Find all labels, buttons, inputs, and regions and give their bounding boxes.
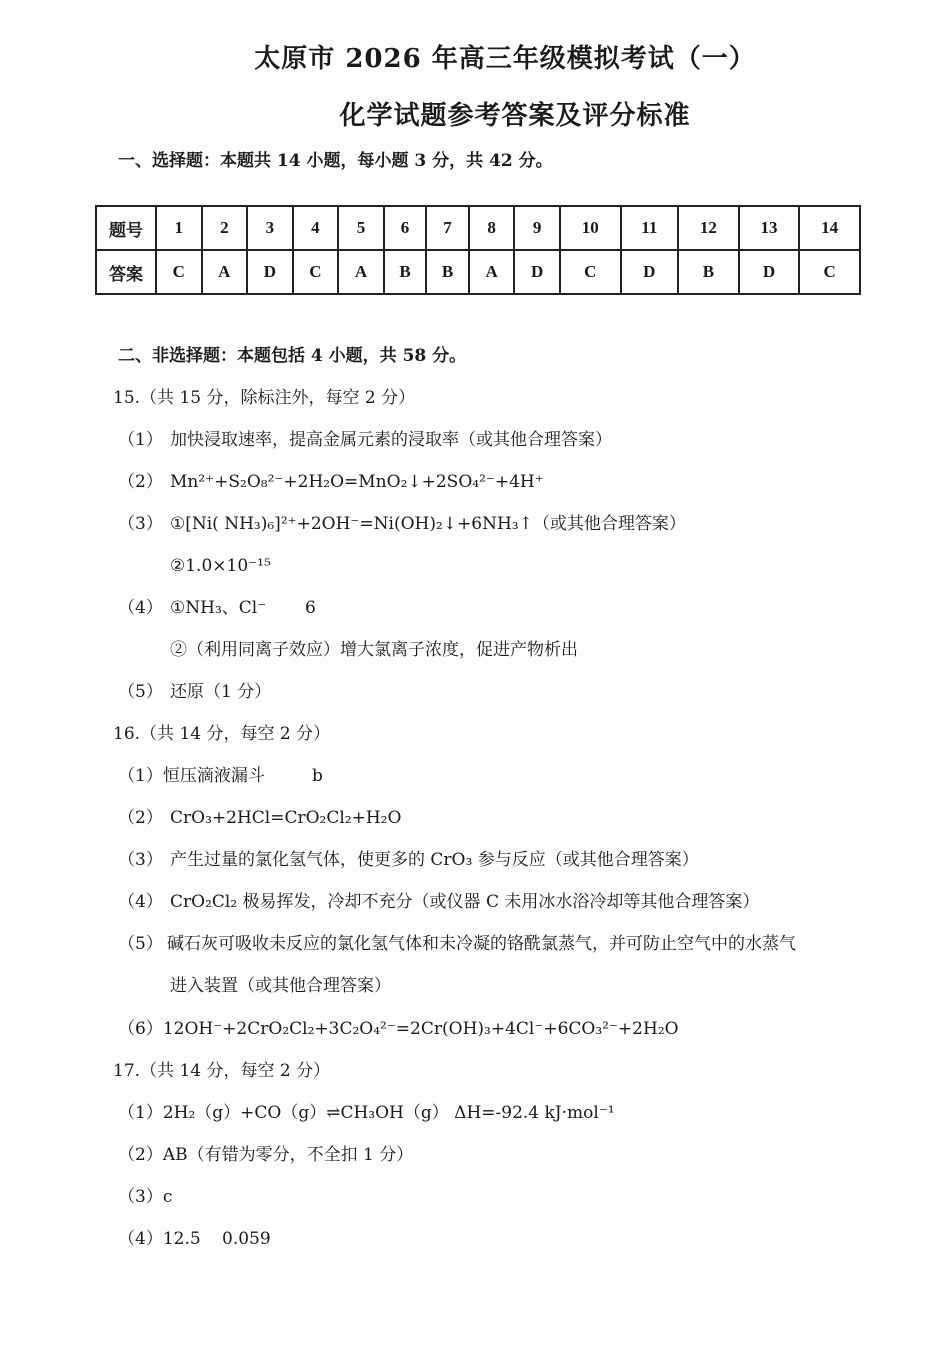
question-number: 2 bbox=[202, 206, 248, 250]
question-number: 12 bbox=[678, 206, 739, 250]
q16-a2-label: （2） bbox=[118, 808, 163, 828]
q15-a4-part1: ①NH₃、Cl⁻ bbox=[170, 598, 267, 618]
section2-heading: 二、非选择题：本题包括 4 小题，共 58 分。 bbox=[118, 346, 467, 366]
answer-cell: D bbox=[514, 250, 560, 294]
answer-table bbox=[95, 205, 861, 295]
answer-cell: B bbox=[678, 250, 739, 294]
question-number: 11 bbox=[621, 206, 679, 250]
q15-a2-equation: Mn²⁺+S₂O₈²⁻+2H₂O=MnO₂↓+2SO₄²⁻+4H⁺ bbox=[170, 472, 544, 492]
q15-a4-label: （4） bbox=[118, 598, 163, 618]
q15-a3-part2: ②1.0×10⁻¹⁵ bbox=[170, 556, 271, 576]
q16-a5-line2: 进入装置（或其他合理答案） bbox=[170, 976, 391, 996]
q15-a4-part1-number: 6 bbox=[305, 598, 316, 618]
table-row-numbers bbox=[96, 206, 860, 250]
q16-a1: （1）恒压滴液漏斗 bbox=[118, 766, 265, 786]
q15-a5: 还原（1 分） bbox=[170, 682, 272, 702]
question-number: 7 bbox=[426, 206, 469, 250]
exam-title: 太原市 2026 年高三年级模拟考试（一） bbox=[254, 44, 756, 74]
question-number: 10 bbox=[560, 206, 621, 250]
answer-cell: D bbox=[247, 250, 293, 294]
question-number: 14 bbox=[799, 206, 860, 250]
q17-a1-equation: （1）2H₂（g）+CO（g）⇌CH₃OH（g） ΔH=-92.4 kJ·mol⁻¹ bbox=[118, 1103, 615, 1123]
answer-key-title: 化学试题参考答案及评分标准 bbox=[339, 101, 691, 131]
question-number: 6 bbox=[384, 206, 427, 250]
answer-cell: B bbox=[426, 250, 469, 294]
q17-a3: （3）c bbox=[118, 1187, 173, 1207]
question-number: 3 bbox=[247, 206, 293, 250]
q15-a5-label: （5） bbox=[118, 682, 163, 702]
answer-cell: B bbox=[384, 250, 427, 294]
question-number: 5 bbox=[338, 206, 384, 250]
answer-cell: A bbox=[202, 250, 248, 294]
question-number: 8 bbox=[469, 206, 515, 250]
q16-a5-line1: 碱石灰可吸收未反应的氯化氢气体和未冷凝的铬酰氯蒸气，并可防止空气中的水蒸气 bbox=[167, 934, 796, 954]
answer-cell: D bbox=[621, 250, 679, 294]
q16-header: 16.（共 14 分，每空 2 分） bbox=[113, 724, 331, 744]
q15-a2-label: （2） bbox=[118, 472, 163, 492]
question-number: 4 bbox=[293, 206, 339, 250]
question-number: 13 bbox=[739, 206, 800, 250]
q15-header: 15.（共 15 分，除标注外，每空 2 分） bbox=[113, 388, 416, 408]
q16-a6-equation: （6）12OH⁻+2CrO₂Cl₂+3C₂O₄²⁻=2Cr(OH)₃+4Cl⁻+6CO₃²⁻+2H₂O bbox=[118, 1019, 679, 1039]
q15-a1-label: （1） bbox=[118, 430, 163, 450]
q15-a3-label: （3） bbox=[118, 514, 163, 534]
answer-cell: C bbox=[799, 250, 860, 294]
answer-cell: C bbox=[560, 250, 621, 294]
row-label-number: 题号 bbox=[96, 206, 156, 250]
q16-a4-label: （4） bbox=[118, 892, 163, 912]
answer-cell: A bbox=[338, 250, 384, 294]
q16-a1-option: b bbox=[312, 766, 323, 786]
q17-header: 17.（共 14 分，每空 2 分） bbox=[113, 1061, 331, 1081]
q16-a4: CrO₂Cl₂ 极易挥发，冷却不充分（或仪器 C 未用冰水浴冷却等其他合理答案） bbox=[170, 892, 760, 912]
row-label-answer: 答案 bbox=[96, 250, 156, 294]
table-row-answers bbox=[96, 250, 860, 294]
q17-a4-second-value: 0.059 bbox=[222, 1229, 271, 1249]
answer-cell: C bbox=[293, 250, 339, 294]
q16-a3: 产生过量的氯化氢气体，使更多的 CrO₃ 参与反应（或其他合理答案） bbox=[170, 850, 699, 870]
question-number: 9 bbox=[514, 206, 560, 250]
q16-a3-label: （3） bbox=[118, 850, 163, 870]
section1-heading: 一、选择题：本题共 14 小题，每小题 3 分，共 42 分。 bbox=[118, 151, 553, 171]
q17-a2: （2）AB（有错为零分，不全扣 1 分） bbox=[118, 1145, 414, 1165]
q16-a2-equation: CrO₃+2HCl=CrO₂Cl₂+H₂O bbox=[170, 808, 402, 828]
q15-a4-part2: ②（利用同离子效应）增大氯离子浓度，促进产物析出 bbox=[170, 640, 578, 660]
q17-a4: （4）12.5 bbox=[118, 1229, 201, 1249]
question-number: 1 bbox=[156, 206, 202, 250]
answer-cell: A bbox=[469, 250, 515, 294]
answer-cell: C bbox=[156, 250, 202, 294]
q15-a3-part1: ①[Ni( NH₃)₆]²⁺+2OH⁻=Ni(OH)₂↓+6NH₃↑（或其他合理答案） bbox=[170, 514, 686, 534]
answer-cell: D bbox=[739, 250, 800, 294]
q16-a5-label: （5） bbox=[118, 934, 163, 954]
q15-a1: 加快浸取速率，提高金属元素的浸取率（或其他合理答案） bbox=[170, 430, 612, 450]
